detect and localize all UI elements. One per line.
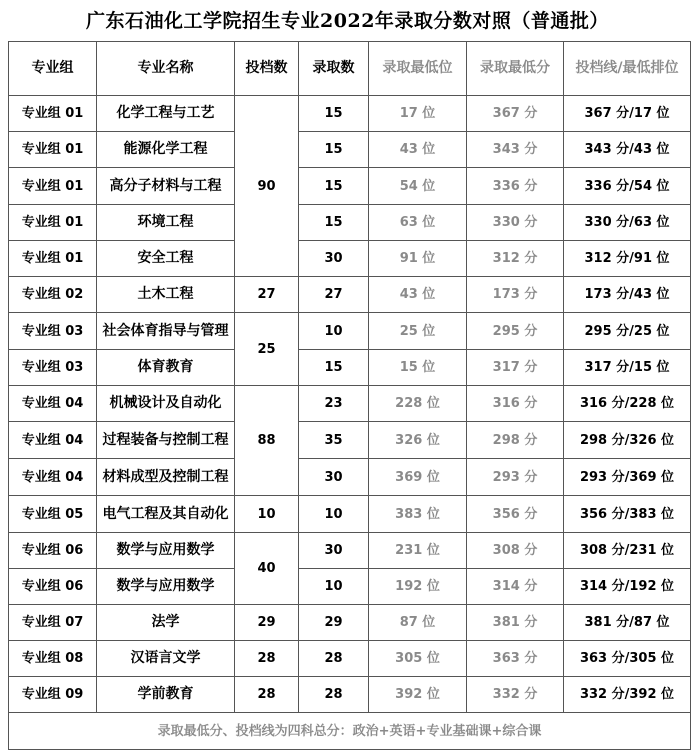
group-cell: 专业组 01 (9, 132, 97, 168)
quota-cell: 28 (235, 677, 299, 713)
min-rank-cell: 91 位 (369, 241, 467, 277)
line-rank-cell: 332 分/392 位 (564, 677, 691, 713)
quota-cell: 40 (235, 533, 299, 605)
major-cell: 法学 (97, 605, 235, 641)
major-cell: 能源化学工程 (97, 132, 235, 168)
major-cell: 机械设计及自动化 (97, 386, 235, 422)
table-row (9, 459, 691, 496)
min-rank-cell: 43 位 (369, 132, 467, 168)
table-row (9, 496, 691, 533)
min-score-cell: 298 分 (467, 422, 564, 459)
min-rank-cell: 369 位 (369, 459, 467, 496)
table-row (9, 533, 691, 569)
min-rank-cell: 392 位 (369, 677, 467, 713)
major-cell: 土木工程 (97, 277, 235, 313)
line-rank-cell: 336 分/54 位 (564, 168, 691, 205)
min-score-cell: 356 分 (467, 496, 564, 533)
header-row (9, 42, 691, 96)
group-cell: 专业组 08 (9, 641, 97, 677)
line-rank-cell: 367 分/17 位 (564, 96, 691, 132)
table-row (9, 350, 691, 386)
min-rank-cell: 326 位 (369, 422, 467, 459)
min-rank-cell: 17 位 (369, 96, 467, 132)
min-rank-cell: 228 位 (369, 386, 467, 422)
min-score-cell: 293 分 (467, 459, 564, 496)
quota-cell: 90 (235, 96, 299, 277)
header-quota: 投档数 (235, 42, 299, 96)
admitted-cell: 15 (299, 168, 369, 205)
line-rank-cell: 343 分/43 位 (564, 132, 691, 168)
table-row (9, 677, 691, 713)
table-row (9, 277, 691, 313)
line-rank-cell: 293 分/369 位 (564, 459, 691, 496)
line-rank-cell: 295 分/25 位 (564, 313, 691, 350)
major-cell: 社会体育指导与管理 (97, 313, 235, 350)
min-score-cell: 312 分 (467, 241, 564, 277)
admitted-cell: 30 (299, 533, 369, 569)
table-row (9, 641, 691, 677)
min-score-cell: 314 分 (467, 569, 564, 605)
admitted-cell: 15 (299, 205, 369, 241)
admitted-cell: 23 (299, 386, 369, 422)
header-major: 专业名称 (97, 42, 235, 96)
admitted-cell: 10 (299, 313, 369, 350)
major-cell: 高分子材料与工程 (97, 168, 235, 205)
group-cell: 专业组 04 (9, 459, 97, 496)
major-cell: 数学与应用数学 (97, 533, 235, 569)
admitted-cell: 10 (299, 496, 369, 533)
major-cell: 学前教育 (97, 677, 235, 713)
min-score-cell: 343 分 (467, 132, 564, 168)
table-row (9, 605, 691, 641)
admitted-cell: 27 (299, 277, 369, 313)
admitted-cell: 30 (299, 241, 369, 277)
min-score-cell: 316 分 (467, 386, 564, 422)
table-row (9, 422, 691, 459)
min-rank-cell: 305 位 (369, 641, 467, 677)
min-score-cell: 317 分 (467, 350, 564, 386)
header-admitted: 录取数 (299, 42, 369, 96)
major-cell: 化学工程与工艺 (97, 96, 235, 132)
major-cell: 电气工程及其自动化 (97, 496, 235, 533)
min-rank-cell: 87 位 (369, 605, 467, 641)
min-rank-cell: 43 位 (369, 277, 467, 313)
table-row (9, 313, 691, 350)
header-line-rank: 投档线/最低排位 (564, 42, 691, 96)
min-score-cell: 308 分 (467, 533, 564, 569)
group-cell: 专业组 06 (9, 569, 97, 605)
table-row (9, 168, 691, 205)
min-rank-cell: 383 位 (369, 496, 467, 533)
line-rank-cell: 381 分/87 位 (564, 605, 691, 641)
line-rank-cell: 312 分/91 位 (564, 241, 691, 277)
group-cell: 专业组 04 (9, 422, 97, 459)
table-row (9, 132, 691, 168)
group-cell: 专业组 01 (9, 241, 97, 277)
group-cell: 专业组 03 (9, 350, 97, 386)
min-score-cell: 173 分 (467, 277, 564, 313)
admitted-cell: 30 (299, 459, 369, 496)
min-score-cell: 381 分 (467, 605, 564, 641)
min-score-cell: 332 分 (467, 677, 564, 713)
document-title: 广东石油化工学院招生专业2022年录取分数对照（普通批） (86, 10, 609, 32)
admitted-cell: 15 (299, 96, 369, 132)
min-rank-cell: 15 位 (369, 350, 467, 386)
group-cell: 专业组 01 (9, 96, 97, 132)
header-min-score: 录取最低分 (467, 42, 564, 96)
table-row (9, 205, 691, 241)
min-score-cell: 295 分 (467, 313, 564, 350)
group-cell: 专业组 01 (9, 205, 97, 241)
footer-row (9, 713, 691, 750)
group-cell: 专业组 02 (9, 277, 97, 313)
line-rank-cell: 330 分/63 位 (564, 205, 691, 241)
admission-score-table (8, 41, 691, 750)
min-score-cell: 363 分 (467, 641, 564, 677)
header-min-rank: 录取最低位 (369, 42, 467, 96)
table-row (9, 241, 691, 277)
quota-cell: 25 (235, 313, 299, 386)
group-cell: 专业组 09 (9, 677, 97, 713)
group-cell: 专业组 03 (9, 313, 97, 350)
line-rank-cell: 363 分/305 位 (564, 641, 691, 677)
quota-cell: 10 (235, 496, 299, 533)
table-row (9, 96, 691, 132)
min-score-cell: 336 分 (467, 168, 564, 205)
major-cell: 数学与应用数学 (97, 569, 235, 605)
admitted-cell: 15 (299, 350, 369, 386)
major-cell: 汉语言文学 (97, 641, 235, 677)
group-cell: 专业组 04 (9, 386, 97, 422)
min-score-cell: 330 分 (467, 205, 564, 241)
quota-cell: 29 (235, 605, 299, 641)
table-row (9, 569, 691, 605)
group-cell: 专业组 06 (9, 533, 97, 569)
admitted-cell: 15 (299, 132, 369, 168)
line-rank-cell: 317 分/15 位 (564, 350, 691, 386)
line-rank-cell: 173 分/43 位 (564, 277, 691, 313)
line-rank-cell: 316 分/228 位 (564, 386, 691, 422)
major-cell: 环境工程 (97, 205, 235, 241)
quota-cell: 28 (235, 641, 299, 677)
major-cell: 体育教育 (97, 350, 235, 386)
min-rank-cell: 231 位 (369, 533, 467, 569)
admitted-cell: 29 (299, 605, 369, 641)
line-rank-cell: 356 分/383 位 (564, 496, 691, 533)
major-cell: 安全工程 (97, 241, 235, 277)
quota-cell: 27 (235, 277, 299, 313)
quota-cell: 88 (235, 386, 299, 496)
major-cell: 材料成型及控制工程 (97, 459, 235, 496)
min-rank-cell: 54 位 (369, 168, 467, 205)
line-rank-cell: 298 分/326 位 (564, 422, 691, 459)
min-rank-cell: 192 位 (369, 569, 467, 605)
footer-note: 录取最低分、投档线为四科总分：政治+英语+专业基础课+综合课 (9, 713, 691, 750)
major-cell: 过程装备与控制工程 (97, 422, 235, 459)
min-rank-cell: 25 位 (369, 313, 467, 350)
min-rank-cell: 63 位 (369, 205, 467, 241)
line-rank-cell: 308 分/231 位 (564, 533, 691, 569)
table-row (9, 386, 691, 422)
admitted-cell: 28 (299, 677, 369, 713)
header-group: 专业组 (9, 42, 97, 96)
admitted-cell: 35 (299, 422, 369, 459)
admitted-cell: 10 (299, 569, 369, 605)
group-cell: 专业组 05 (9, 496, 97, 533)
group-cell: 专业组 01 (9, 168, 97, 205)
group-cell: 专业组 07 (9, 605, 97, 641)
admitted-cell: 28 (299, 641, 369, 677)
min-score-cell: 367 分 (467, 96, 564, 132)
line-rank-cell: 314 分/192 位 (564, 569, 691, 605)
